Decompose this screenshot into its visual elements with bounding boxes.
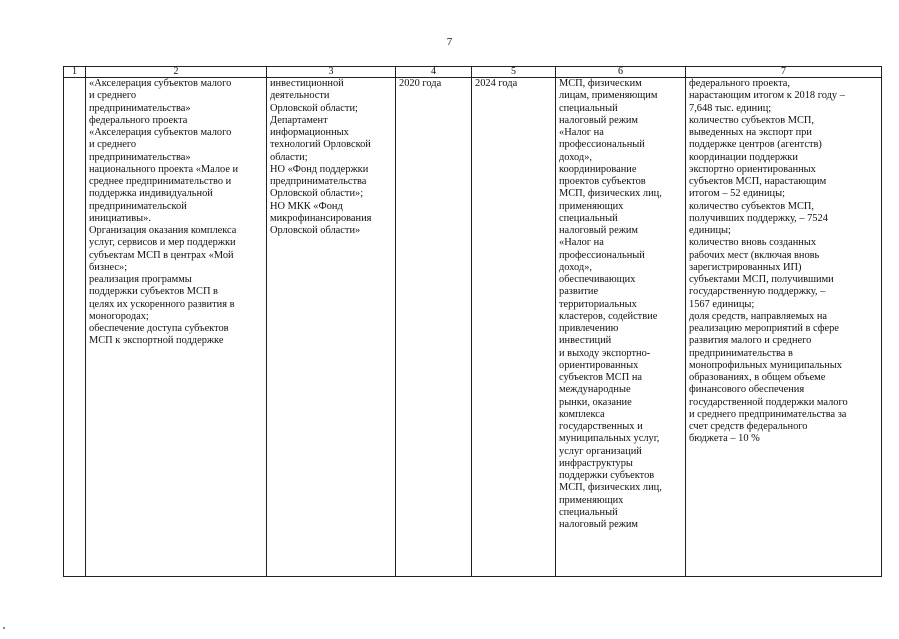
- cell-text-line: нарастающим итогом к 2018 году –: [689, 90, 845, 102]
- cell-text-line: налоговый режим: [559, 225, 639, 236]
- cell-text-line: рабочих мест (включая вновь: [689, 249, 820, 261]
- cell-text-line: государственной поддержки малого: [689, 396, 848, 408]
- cell-text-line: налоговый режим: [559, 519, 639, 530]
- cell-col-4: [396, 78, 472, 577]
- cell-text-line: бюджета – 10 %: [689, 433, 760, 445]
- cell-text-line: НО «Фонд поддержки: [270, 163, 369, 175]
- cell-text-line: субъектами МСП, получившими: [689, 274, 834, 285]
- page-number: 7: [446, 36, 453, 48]
- cell-text-line: образованиях, в общем объеме: [689, 372, 826, 383]
- cell-text-line: «Акселерация субъектов малого: [89, 127, 232, 138]
- cell-text-line: развития малого и среднего: [689, 335, 812, 347]
- cell-text-line: доля средств, направляемых на: [689, 310, 828, 322]
- cell-text-line: финансового обеспечения: [689, 384, 805, 396]
- cell-text-line: ориентированных: [559, 359, 639, 371]
- cell-text-line: субъектов МСП на: [559, 372, 643, 383]
- cell-text-line: «Акселерация субъектов малого: [89, 78, 232, 89]
- cell-col-5: [472, 78, 556, 577]
- cell-text-line: привлечению: [559, 323, 619, 334]
- cell-text-line: реализацию мероприятий в сфере: [689, 323, 839, 334]
- column-header-3: 3: [267, 67, 396, 78]
- document-table: [63, 66, 882, 577]
- cell-text-line: федерального проекта: [89, 114, 188, 126]
- cell-text-line: применяющих: [559, 494, 624, 506]
- cell-text-line: территориальных: [559, 298, 637, 310]
- cell-text-line: бизнес»;: [89, 261, 128, 273]
- cell-text-line: Орловской области;: [270, 102, 358, 114]
- cell-text-line: кластеров, содействие: [559, 310, 658, 322]
- cell-text-line: государственную поддержку, –: [689, 286, 826, 298]
- cell-text-line: среднее предпринимательство и: [89, 176, 232, 187]
- cell-text-line: применяющих: [559, 200, 624, 212]
- cell-text-line: субъектам МСП в центрах «Мой: [89, 249, 234, 261]
- cell-text-line: реализация программы: [89, 274, 192, 285]
- cell-text-line: количество вновь созданных: [689, 237, 817, 249]
- column-header-4: 4: [396, 67, 472, 78]
- cell-text-line: муниципальных услуг,: [559, 433, 660, 445]
- cell-text-line: монопрофильных муниципальных: [689, 359, 842, 371]
- cell-col-7: [686, 78, 882, 577]
- column-header-6: 6: [556, 67, 686, 78]
- column-header-1: 1: [64, 67, 86, 78]
- cell-text-line: и среднего: [89, 139, 137, 151]
- cell-text-line: единицы;: [689, 225, 731, 236]
- cell-text-line: 2024 года: [475, 78, 518, 89]
- cell-text-line: предпринимательства»: [89, 102, 191, 114]
- cell-text-line: количество субъектов МСП,: [689, 114, 815, 126]
- header-row: [64, 67, 882, 78]
- cell-text-line: обеспечивающих: [559, 274, 636, 285]
- cell-text-line: Орловской области»;: [270, 188, 364, 200]
- cell-text-line: международные: [559, 384, 631, 396]
- cell-text-line: моногородах;: [89, 310, 149, 322]
- cell-text-line: счет средств федерального: [689, 421, 808, 432]
- cell-text-line: национального проекта «Малое и: [89, 163, 239, 175]
- cell-text-line: координирование: [559, 163, 637, 175]
- cell-text-line: Орловской области»: [270, 225, 361, 236]
- cell-text-line: профессиональный: [559, 139, 645, 151]
- cell-text-line: и среднего: [89, 90, 137, 102]
- cell-text-line: доход»,: [559, 151, 592, 163]
- cell-text-line: экспортно ориентированных: [689, 163, 816, 175]
- cell-text-line: и выходу экспортно-: [559, 347, 651, 359]
- cell-text-line: «Налог на: [559, 237, 604, 249]
- cell-text-line: инициативы».: [89, 212, 151, 224]
- column-header-2: 2: [86, 67, 267, 78]
- cell-col-2: [86, 78, 267, 577]
- column-header-5: 5: [472, 67, 556, 78]
- cell-text-line: инфраструктуры: [559, 457, 633, 469]
- cell-text-line: федерального проекта,: [689, 78, 790, 89]
- cell-text-line: доход»,: [559, 261, 592, 273]
- cell-text-line: предпринимательства в: [689, 347, 793, 359]
- cell-text-line: зарегистрированных ИП): [689, 261, 802, 273]
- cell-text-line: 7,648 тыс. единиц;: [689, 102, 772, 114]
- cell-text-line: поддержка индивидуальной: [89, 188, 213, 200]
- cell-text-line: Организация оказания комплекса: [89, 225, 237, 236]
- table-row: [64, 78, 882, 577]
- cell-text-line: Департамент: [270, 114, 328, 126]
- cell-text-line: услуг организаций: [559, 445, 642, 457]
- cell-text-line: получивших поддержку, – 7524: [689, 212, 828, 224]
- cell-text-line: проектов субъектов: [559, 176, 646, 187]
- cell-col-6: [556, 78, 686, 577]
- cell-text-line: инвестиций: [559, 335, 612, 347]
- cell-text-line: развитие: [559, 286, 599, 298]
- cell-text-line: МСП, физических лиц,: [559, 482, 662, 494]
- cell-text-line: предпринимательства»: [89, 151, 191, 163]
- cell-text-line: НО МКК «Фонд: [270, 200, 343, 212]
- cell-text-line: 1567 единицы;: [689, 298, 755, 310]
- cell-text-line: государственных и: [559, 421, 643, 432]
- cell-text-line: информационных: [270, 127, 349, 138]
- cell-text-line: 2020 года: [399, 78, 442, 89]
- cell-text-line: целях их ускоренного развития в: [89, 298, 235, 310]
- column-header-7: 7: [686, 67, 882, 78]
- cell-text-line: поддержке центров (агентств): [689, 139, 822, 151]
- cell-text-line: инвестиционной: [270, 78, 344, 89]
- cell-text-line: и среднего предпринимательства за: [689, 408, 847, 420]
- cell-text-line: координации поддержки: [689, 151, 798, 163]
- cell-text-line: рынки, оказание: [559, 396, 632, 408]
- cell-text-line: поддержки субъектов: [559, 470, 655, 481]
- cell-text-line: МСП, физическим: [559, 78, 642, 89]
- cell-text-line: МСП к экспортной поддержке: [89, 335, 224, 347]
- cell-col-1: [64, 78, 86, 577]
- cell-text-line: предпринимательской: [89, 200, 187, 212]
- cell-text-line: специальный: [559, 506, 618, 518]
- cell-text-line: поддержки субъектов МСП в: [89, 286, 218, 298]
- scan-speck: [3, 627, 5, 629]
- cell-text-line: выведенных на экспорт при: [689, 127, 812, 138]
- cell-text-line: профессиональный: [559, 249, 645, 261]
- cell-text-line: МСП, физических лиц,: [559, 188, 662, 200]
- cell-text-line: количество субъектов МСП,: [689, 200, 815, 212]
- cell-text-line: субъектов МСП, нарастающим: [689, 176, 827, 187]
- cell-text-line: предпринимательства: [270, 176, 367, 187]
- cell-text-line: «Налог на: [559, 127, 604, 138]
- cell-text-line: области;: [270, 151, 308, 163]
- cell-text-line: налоговый режим: [559, 114, 639, 126]
- cell-text-line: технологий Орловской: [270, 139, 371, 151]
- cell-text-line: услуг, сервисов и мер поддержки: [89, 237, 236, 249]
- cell-text-line: деятельности: [270, 90, 330, 102]
- cell-text-line: микрофинансирования: [270, 212, 372, 224]
- cell-text-line: специальный: [559, 212, 618, 224]
- cell-text-line: лицам, применяющим: [559, 90, 658, 102]
- cell-text-line: специальный: [559, 102, 618, 114]
- cell-col-3: [267, 78, 396, 577]
- cell-text-line: комплекса: [559, 408, 605, 420]
- cell-text-line: итогом – 52 единицы;: [689, 188, 785, 200]
- cell-text-line: обеспечение доступа субъектов: [89, 323, 229, 334]
